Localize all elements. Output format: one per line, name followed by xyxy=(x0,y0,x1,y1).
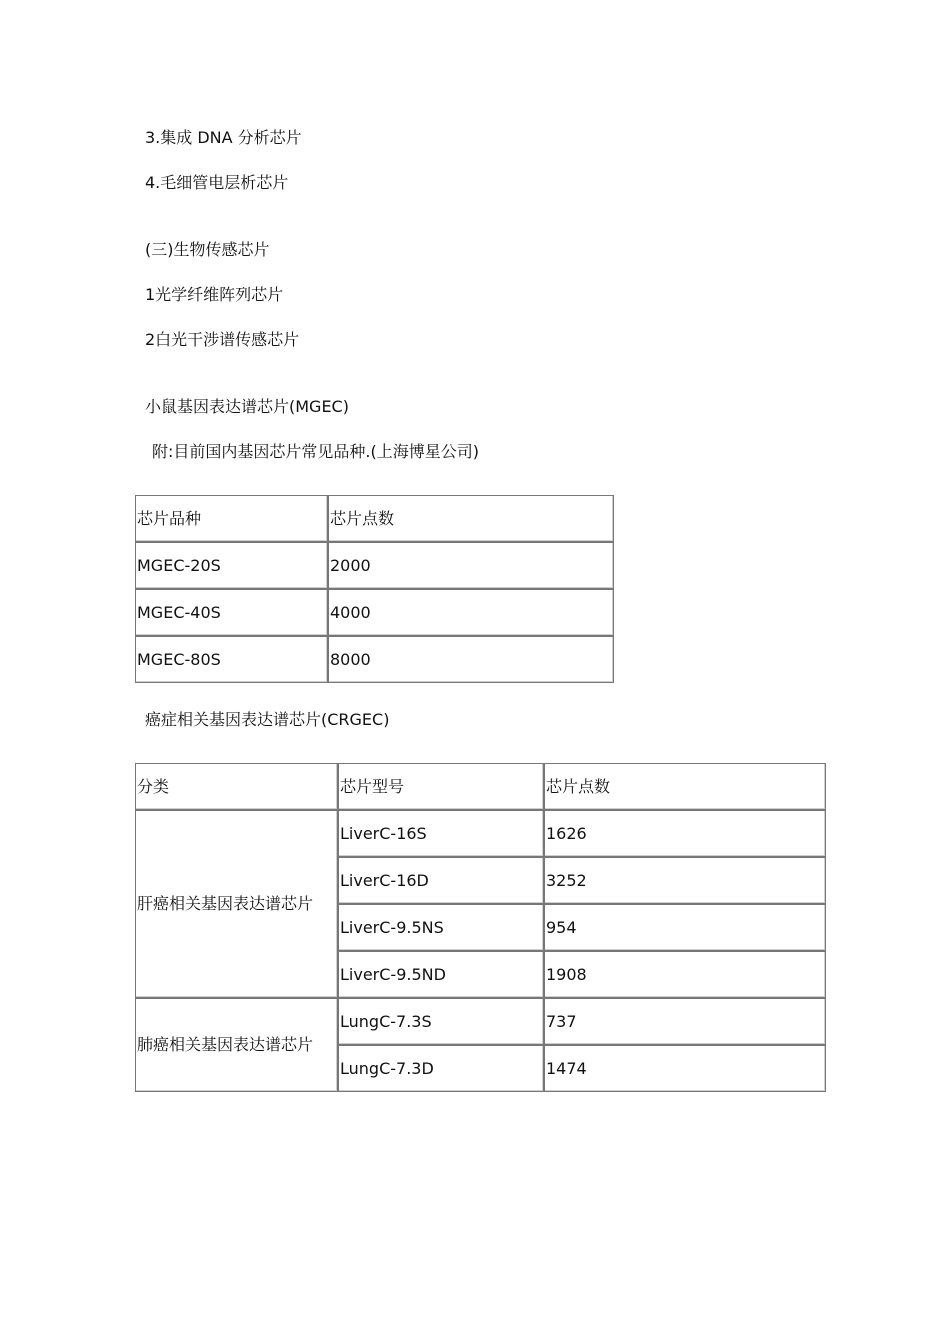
cell-spots: 2000 xyxy=(328,542,614,589)
table-row xyxy=(135,636,614,683)
table-row xyxy=(135,542,614,589)
cell-spots: 954 xyxy=(544,904,826,951)
header-cell: 芯片品种 xyxy=(135,495,328,542)
line-dna-chip: 3.集成 DNA 分析芯片 xyxy=(145,128,302,147)
cell-model: LiverC-9.5ND xyxy=(338,951,544,998)
cell-spots: 1908 xyxy=(544,951,826,998)
crgec-table xyxy=(135,763,826,1092)
header-cell: 分类 xyxy=(135,763,338,810)
mgec-title: 小鼠基因表达谱芯片(MGEC) xyxy=(145,397,349,416)
cell-model: LungC-7.3D xyxy=(338,1045,544,1092)
cell-variety: MGEC-40S xyxy=(135,589,328,636)
cell-variety: MGEC-20S xyxy=(135,542,328,589)
header-cell: 芯片点数 xyxy=(544,763,826,810)
cell-category: 肝癌相关基因表达谱芯片 xyxy=(135,810,338,998)
table-row xyxy=(135,998,826,1045)
cell-variety: MGEC-80S xyxy=(135,636,328,683)
cell-spots: 3252 xyxy=(544,857,826,904)
table-row xyxy=(135,589,614,636)
cell-spots: 1626 xyxy=(544,810,826,857)
line-fiber-array-chip: 1光学纤维阵列芯片 xyxy=(145,285,284,304)
cell-spots: 4000 xyxy=(328,589,614,636)
table-header-row xyxy=(135,495,614,542)
cell-spots: 1474 xyxy=(544,1045,826,1092)
header-cell: 芯片点数 xyxy=(328,495,614,542)
header-cell: 芯片型号 xyxy=(338,763,544,810)
cell-spots: 8000 xyxy=(328,636,614,683)
table-header-row xyxy=(135,763,826,810)
line-white-light-chip: 2白光干涉谱传感芯片 xyxy=(145,330,300,349)
cell-spots: 737 xyxy=(544,998,826,1045)
cell-model: LiverC-9.5NS xyxy=(338,904,544,951)
mgec-table xyxy=(135,495,614,683)
section-heading-biosensor: (三)生物传感芯片 xyxy=(145,240,270,259)
appendix-note: 附:目前国内基因芯片常见品种.(上海博星公司) xyxy=(152,442,479,461)
cell-category: 肺癌相关基因表达谱芯片 xyxy=(135,998,338,1092)
cell-model: LiverC-16D xyxy=(338,857,544,904)
table-row xyxy=(135,810,826,857)
line-capillary-chip: 4.毛细管电层析芯片 xyxy=(145,173,289,192)
crgec-title: 癌症相关基因表达谱芯片(CRGEC) xyxy=(145,710,390,729)
cell-model: LungC-7.3S xyxy=(338,998,544,1045)
cell-model: LiverC-16S xyxy=(338,810,544,857)
